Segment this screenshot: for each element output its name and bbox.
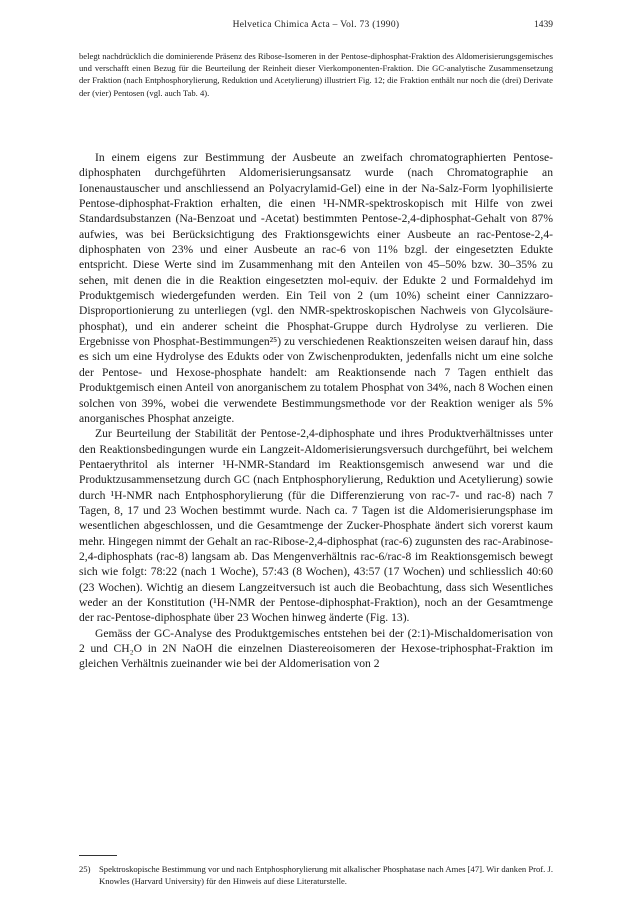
footnote-mark: 25) bbox=[79, 864, 91, 874]
intro-paragraph: belegt nachdrücklich die dominierende Präsenz des Ribose-Isomeren in der Pentose-diphosphat-Fraktion des Aldomerisierungsgemisches und verschafft einen Bezug für die Beurteilung der Reinheit dieser Vierkomponenten-Fraktion. Die GC-analytische Zusammensetzung der Fraktion (nach Entphosphorylierung, Reduktion und Acetylierung) illustriert Fig. 12; die Fraktion enthält nur noch die (drei) Derivate der (vier) Pentosen (vgl. auch Tab. 4). bbox=[79, 51, 553, 98]
footnote-text: Spektroskopische Bestimmung vor und nach Entphosphorylierung mit alkalischer Phosphatase nach Ames [47]. Wir danken Prof. J. Knowles (Harvard University) für den Hinweis auf diese Literaturstelle. bbox=[99, 864, 553, 886]
journal-title: Helvetica Chimica Acta – Vol. 73 (1990) bbox=[232, 20, 400, 30]
paragraph-1: In einem eigens zur Bestimmung der Ausbeute an zweifach chromatographierten Pentose-diphosphaten durchgeführten Aldomerisierungsansatz wurde (nach Chromatographie an Ionenaustauscher und anschliessend an Polyacrylamid-Gel) eine in der Na-Salz-Form lyophilisierte Pentose-diphosphat-Fraktion erhalten, die einen ¹H-NMR-spektroskopisch mit Hilfe von zwei Standardsubstanzen (Na-Benzoat und -Acetat) bestimmten Pentose-2,4-diphosphat-Gehalt von 87% aufwies, was bei Berücksichtigung des Fraktionsgewichts einer Ausbeute an rac-Pentose-2,4-diphosphaten von 23% und einer Ausbeute an rac-6 von 11% bzgl. der eingesetzten Edukte entspricht. Diese Werte sind im Zusammenhang mit den Anteilen von 45–50% bzw. 30–35% zu sehen, mit denen die in die Reaktion eingesetzten mol-equiv. der Edukte 2 und Formaldehyd im Produktgemisch wiedergefunden werden. Ein Teil von 2 (um 10%) scheint einer Cannizzaro-Disproportionierung zu unterliegen (vgl. den NMR-spektroskopischen Nachweis von Glycolsäure-phosphat), und ein anderer scheint die Phosphat-Gruppe durch Hydrolyse zu verlieren. Die Ergebnisse von Phosphat-Bestimmungen²⁵) zu verschiedenen Reaktionszeiten weisen darauf hin, dass es sich um eine Hydrolyse des Edukts oder von Zwischenprodukten, jedenfalls nicht um eine solche der Pentose- und Hexose-phosphate handelt: am Reaktionsende nach 7 Tagen enthielt das Produktgemisch einen Anteil von anorganischem zu totalem Phosphat von 34%, nach 8 Wochen einen solchen von 39%, wobei die verwendete Bestimmungsmethode vor der Reaktion weniger als 5% anorganisches Phosphat anzeigte. bbox=[79, 151, 553, 425]
footnote-rule bbox=[79, 855, 117, 856]
intro-paragraph-block bbox=[79, 50, 553, 99]
main-text bbox=[79, 150, 553, 672]
paragraph-3: Gemäss der GC-Analyse des Produktgemisches entstehen bei der (2:1)-Mischaldomerisation von 2 und CH₂O in 2N NaOH die einzelnen Diastereoisomeren der Hexose-triphosphat-Fraktion im gleichen Verhältnis zueinander wie bei der Aldomerisation von 2 bbox=[79, 626, 553, 671]
running-header bbox=[79, 20, 553, 36]
footnote bbox=[79, 863, 553, 887]
paragraph-2: Zur Beurteilung der Stabilität der Pentose-2,4-diphosphate und ihres Produktverhältnisses unter den Reaktionsbedingungen wurde ein Langzeit-Aldomerisierungsversuch durchgeführt, bei welchem Pentaerythritol als interner ¹H-NMR-Standard im Reaktionsgemisch anwesend war und die Produktzusammensetzung durch GC (nach Entphosphorylierung, Reduktion und Acetylierung) sowie durch ¹H-NMR nach Entphosphorylierung (für die Differenzierung von rac-7- und rac-8) nach 7 Tagen, 8, 17 und 23 Wochen bestimmt wurde. Nach ca. 7 Tagen ist die Aldomerisierungsphase im wesentlichen abgeschlossen, und die Gesamtmenge der Zucker-Phosphate ändert sich vorerst kaum mehr. Hingegen nimmt der Gehalt an rac-Ribose-2,4-diphosphat (rac-6) zugunsten des rac-Arabinose-2,4-diphosphats (rac-8) langsam ab. Das Mengenverhältnis rac-6/rac-8 im Reaktionsgemisch bewegt sich wie folgt: 78:22 (nach 1 Woche), 57:43 (8 Wochen), 43:57 (17 Wochen) und schliesslich 40:60 (23 Wochen). Wichtig an diesem Langzeitversuch ist auch die Beobachtung, dass sich Wesentliches weder an der Konstitution (¹H-NMR der Pentose-diphosphat-Fraktion), noch an der Gesamtmenge der rac-Pentose-diphosphate über 23 Wochen hinweg änderte (Fig. 13). bbox=[79, 427, 553, 625]
page-number: 1439 bbox=[534, 20, 553, 30]
